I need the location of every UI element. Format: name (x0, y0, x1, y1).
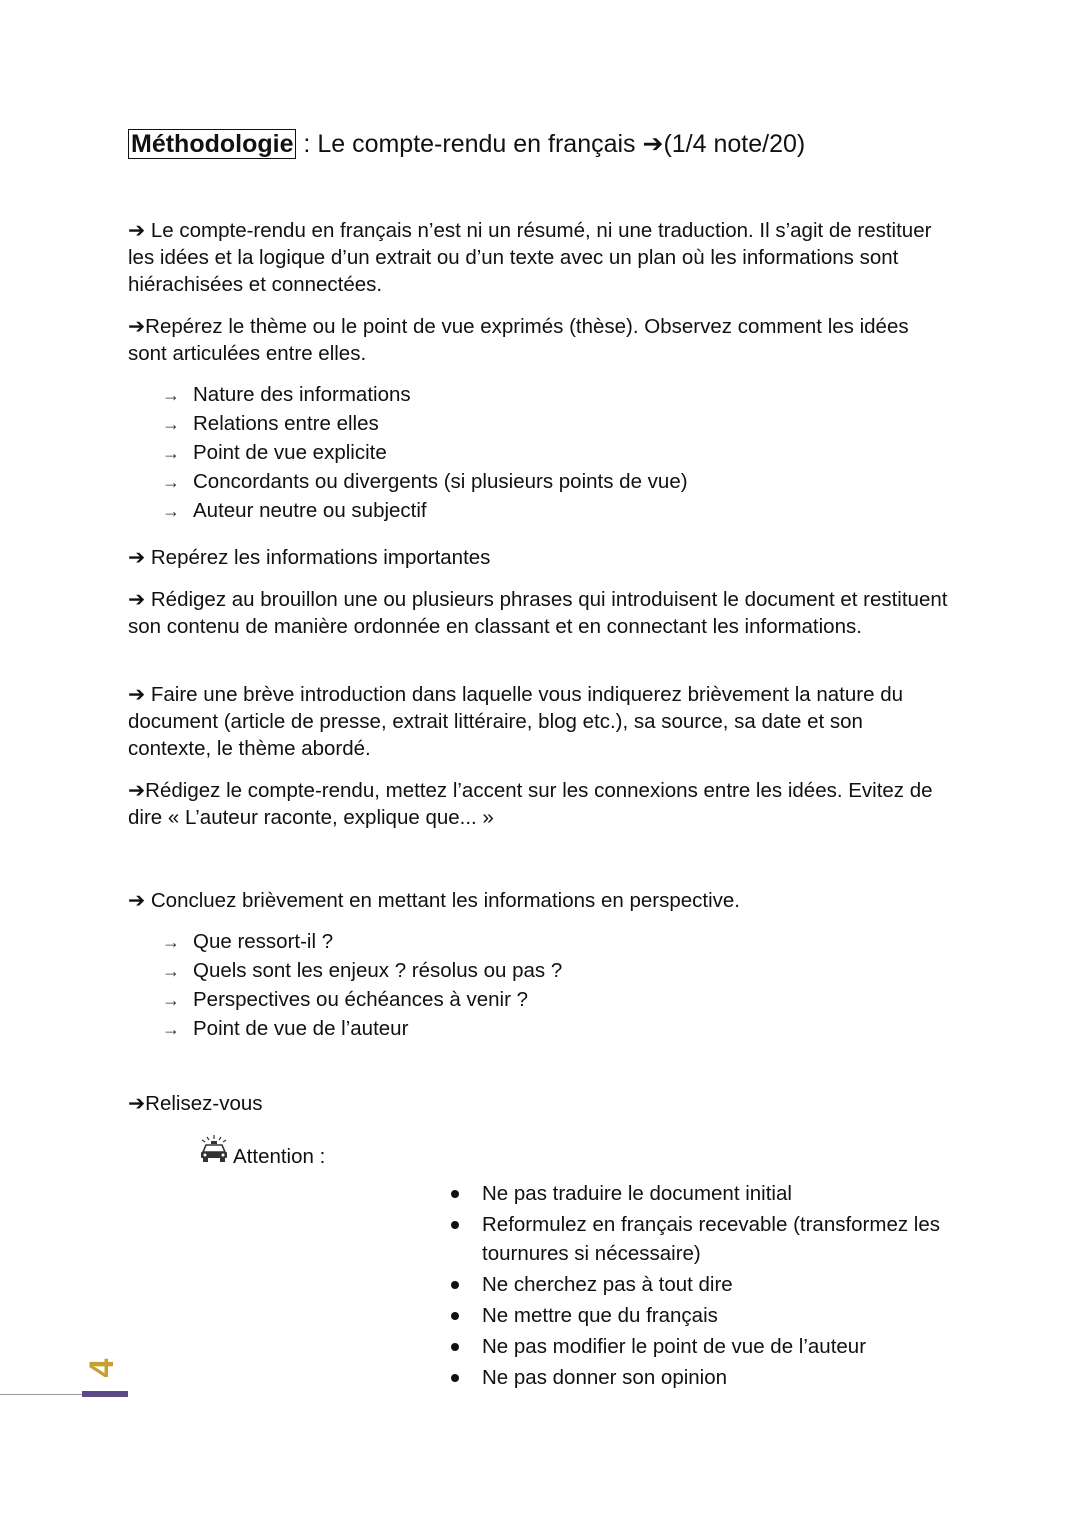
bullet-icon (451, 1343, 459, 1351)
step-introduction: ➔ Faire une brève introduction dans laquelle vous indiquerez brièvement la nature du document (article de presse, extrait littéraire, blog etc.), sa source, sa date et son contexte, le thème abordé. (128, 683, 904, 760)
bullet-icon (451, 1312, 459, 1320)
bullet-icon (451, 1190, 459, 1198)
bullet-icon (451, 1281, 459, 1289)
arrow-icon: → (162, 414, 180, 434)
list-item: Ne pas modifier le point de vue de l’auteur (448, 1332, 948, 1361)
list-item: Reformulez en français recevable (transformez les tournures si nécessaire) (448, 1210, 948, 1268)
list-item: → Relations entre elles (162, 409, 688, 438)
attention-list (448, 1179, 948, 1394)
step-infos: ➔ Repérez les informations importantes (128, 546, 491, 569)
list-item: → Concordants ou divergents (si plusieurs points de vue) (162, 467, 688, 496)
title-keyword: Méthodologie (128, 129, 296, 159)
title-rest: : Le compte-rendu en français ➔(1/4 note/20) (296, 130, 806, 158)
arrow-icon: → (162, 472, 180, 492)
page-title (128, 128, 805, 160)
list-item: → Que ressort-il ? (162, 927, 562, 956)
theme-list (162, 380, 688, 525)
list-item: → Auteur neutre ou subjectif (162, 496, 688, 525)
intro-paragraph: ➔ Le compte-rendu en français n’est ni un résumé, ni une traduction. Il s’agit de restituer les idées et la logique d’un extrait ou d’un texte avec un plan où les informations sont hiérachisées et connectées. (128, 219, 932, 296)
bullet-icon (451, 1221, 459, 1229)
arrow-icon: → (162, 501, 180, 521)
list-item: → Point de vue de l’auteur (162, 1014, 562, 1043)
list-item: Ne mettre que du français (448, 1301, 948, 1330)
arrow-icon: → (162, 932, 180, 952)
list-item: Ne pas traduire le document initial (448, 1179, 948, 1208)
footer-rule (0, 1394, 82, 1395)
list-item: → Nature des informations (162, 380, 688, 409)
attention-label: Attention : (233, 1145, 326, 1168)
arrow-icon: → (162, 961, 180, 981)
arrow-icon: → (162, 385, 180, 405)
step-theme: ➔Repérez le thème ou le point de vue exprimés (thèse). Observez comment les idées sont articulées entre elles. (128, 315, 909, 365)
conclusion-list (162, 927, 562, 1043)
list-item: Ne pas donner son opinion (448, 1363, 948, 1392)
step-relisez: ➔Relisez-vous (128, 1092, 263, 1115)
list-item: → Quels sont les enjeux ? résolus ou pas ? (162, 956, 562, 985)
list-item: → Perspectives ou échéances à venir ? (162, 985, 562, 1014)
step-redigez: ➔Rédigez le compte-rendu, mettez l’accent sur les connexions entre les idées. Evitez de dire « L’auteur raconte, explique que... » (128, 779, 933, 829)
police-car-icon (198, 1134, 230, 1171)
page-number: 4 (83, 1358, 121, 1378)
arrow-icon: → (162, 990, 180, 1010)
arrow-icon: → (162, 443, 180, 463)
step-conclusion: ➔ Concluez brièvement en mettant les informations en perspective. (128, 889, 740, 912)
bullet-icon (451, 1374, 459, 1382)
arrow-icon: → (162, 1019, 180, 1039)
list-item: Ne cherchez pas à tout dire (448, 1270, 948, 1299)
footer-accent-bar (82, 1391, 128, 1397)
step-brouillon: ➔ Rédigez au brouillon une ou plusieurs phrases qui introduisent le document et restituent son contenu de manière ordonnée en classant et en connectant les informations. (128, 588, 948, 638)
list-item: → Point de vue explicite (162, 438, 688, 467)
